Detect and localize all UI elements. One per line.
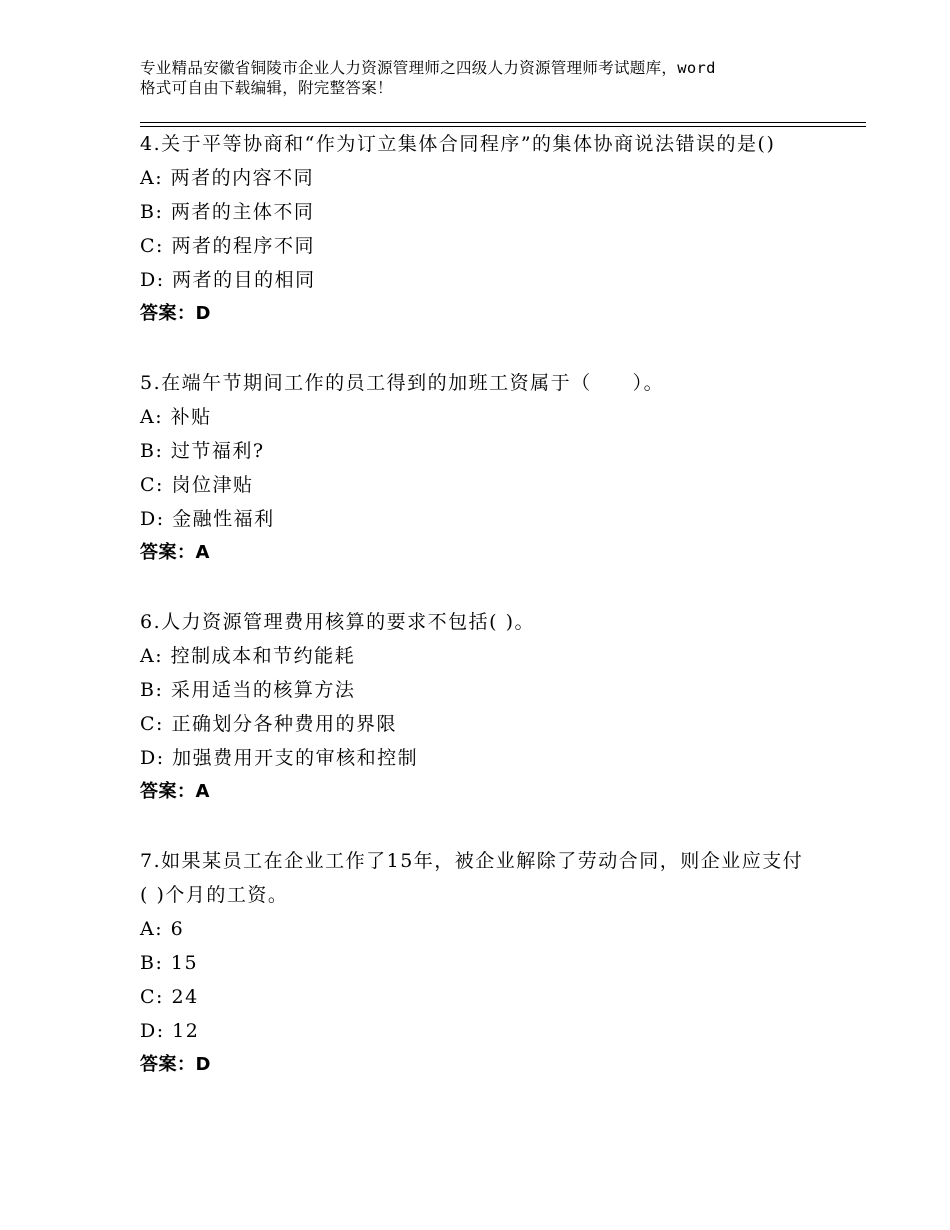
option-a: A: 6 — [140, 918, 185, 940]
question-6 — [140, 605, 860, 809]
option-d: D: 两者的目的相同 — [140, 269, 316, 291]
answer-label: 答案：D — [140, 303, 211, 324]
question-text: 5.在端午节期间工作的员工得到的加班工资属于（ ）。 — [140, 372, 665, 394]
option-a: A: 补贴 — [140, 406, 212, 428]
option-c: C: 岗位津贴 — [140, 474, 254, 496]
option-b: B: 过节福利? — [140, 440, 265, 462]
option-d: D: 12 — [140, 1020, 200, 1042]
option-b: B: 采用适当的核算方法 — [140, 679, 356, 701]
option-c: C: 正确划分各种费用的界限 — [140, 713, 397, 735]
option-b: B: 两者的主体不同 — [140, 201, 315, 223]
option-b: B: 15 — [140, 952, 199, 974]
answer-label: 答案：A — [140, 542, 210, 563]
question-text: 6.人力资源管理费用核算的要求不包括( )。 — [140, 611, 535, 633]
option-c: C: 两者的程序不同 — [140, 235, 315, 257]
question-4 — [140, 127, 860, 331]
question-gap — [140, 331, 860, 366]
question-gap — [140, 570, 860, 605]
question-list — [140, 127, 860, 1082]
question-7 — [140, 844, 860, 1082]
option-d: D: 加强费用开支的审核和控制 — [140, 747, 419, 769]
question-text: 7.如果某员工在企业工作了15年，被企业解除了劳动合同，则企业应支付( )个月的工资。 — [140, 850, 804, 906]
question-text: 4.关于平等协商和“作为订立集体合同程序”的集体协商说法错误的是() — [140, 133, 776, 155]
option-a: A: 两者的内容不同 — [140, 167, 315, 189]
answer-label: 答案：A — [140, 781, 210, 802]
question-gap — [140, 809, 860, 844]
question-5 — [140, 366, 860, 570]
answer-label: 答案：D — [140, 1054, 211, 1075]
option-d: D: 金融性福利 — [140, 508, 275, 530]
header-divider-top — [140, 122, 866, 123]
header-line-1: 专业精品安徽省铜陵市企业人力资源管理师之四级人力资源管理师考试题库，word — [140, 59, 716, 77]
header-line-2: 格式可自由下载编辑，附完整答案！ — [140, 79, 393, 97]
page-header — [140, 58, 830, 98]
option-c: C: 24 — [140, 986, 199, 1008]
option-a: A: 控制成本和节约能耗 — [140, 645, 356, 667]
